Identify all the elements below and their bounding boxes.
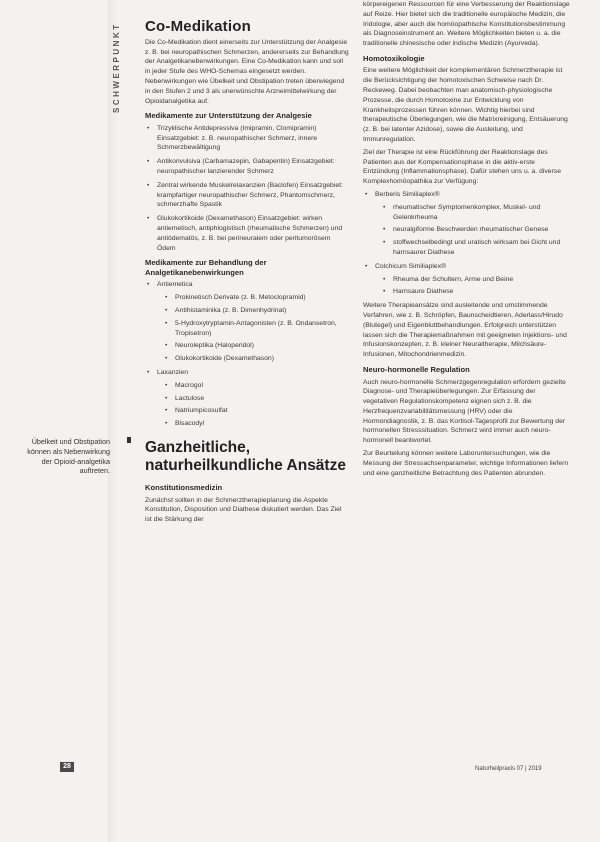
continued-paragraph: körpereigenen Ressourcen für eine Verbesserung der Reaktionslage auf Reize. Hier bietet sich die traditionelle europäische Medizin, die Iridologie, aber auch die homöopathische Konstitutionsbestimmung als Diagnoseinstrument an. Weitere Möglichkeiten bieten u. a. die traditionelle chinesische oder indische Medizin (Ayurveda). (363, 1, 570, 48)
paragraph: Auch neuro-hormonelle Schmerzgegenregulation erfordern gezielte Diagnose- und Therapieüberlegungen. Zur Erfassung der vegetativen Regulationskompetenz eignen sich z. B. die Herzfrequenzvariabilitätsmessung (HRV) oder die Hormondiagnostik, z. B. das Kortisol-Tagesprofil zur Bewertung der hormonellen Stresssituation. Schmerz wird immer auch neuro-hormonell beantwortet. (363, 378, 566, 445)
sideeffect-list (145, 280, 350, 429)
konstitution-paragraph: Zunächst sollten in der Schmerztherapieplanung die Aspekte Konstitution, Disposition und Diathese diskutiert werden. Das Ziel ist die Stärkung der (145, 496, 342, 524)
subheading-analgesie: Medikamente zur Unterstützung der Analgesie (145, 111, 312, 121)
sub-list-item: • Natriumpicosulfat (163, 406, 350, 416)
list-item (145, 368, 350, 429)
list-label: Berberis Similiaplex® (375, 191, 440, 199)
paragraph: Zur Beurteilung können weitere Laboruntersuchungen, wie die Messung der Stressachsenparameter, wichtige Informationen liefern und eine ganzheitliche Betrachtung des Patienten abrunden. (363, 450, 569, 477)
sub-list-item: • 5-Hydroxytryptamin-Antagonisten (z. B. Ondansetron, Tropisetron) (163, 319, 350, 339)
sub-list-item: • Macrogol (163, 381, 350, 391)
list-item (145, 280, 350, 364)
sub-list-item: • Harnsaure Diathese (381, 287, 571, 297)
sub-list-item: • Bisacodyl (163, 419, 350, 429)
subheading-neuro-hormonell: Neuro-hormonelle Regulation (363, 365, 470, 374)
sub-list-item: • neuralgiforme Beschwerden rheumatischer Genese (381, 225, 571, 235)
sub-list-item: • Glukokortikoide (Dexamethason) (163, 354, 350, 364)
list-item: • Antikonvulsiva (Carbamazepin, Gabapentin) Einsatzgebiet: neuropathischer lanzierender Schmerz (145, 157, 350, 177)
margin-note: Übelkeit und Obstipation können als Nebenwirkung der Opioid-analgetika auftreten. (27, 437, 110, 476)
list-label: Colchicum Similiaplex® (375, 262, 447, 270)
heading-ganzheitlich: Ganzheitliche, naturheilkundliche Ansätze (145, 439, 346, 474)
list-label: Laxanzien (157, 369, 188, 377)
list-item: • Glukokortikoide (Dexamethason) Einsatzgebiet: wirken antiemetisch, antiphlogistisch (rheumatische Schmerzen) und antiödematös, z. B. bei perineuralem oder peritumorösem Ödem (145, 214, 350, 253)
subheading-nebenwirkungen: Medikamente zur Behandlung der Analgetikanebenwirkungen (145, 258, 267, 277)
list-label: Antiemetica (157, 281, 193, 289)
sub-list-item: • stoffwechselbedingt und uratisch wirksam bei Gicht und harnsaurer Diathese (381, 238, 571, 258)
sub-list-item: • rheumatischer Symptomenkomplex, Muskel- und Gelenkrheuma (381, 203, 571, 223)
sub-list-item: • Rheuma der Schultern, Arme und Beine (381, 275, 571, 285)
sub-list-item: • Antihistaminika (z. B. Dimenhydrinat) (163, 306, 350, 316)
subheading-homotoxikologie: Homotoxikologie (363, 53, 425, 63)
list-item (363, 190, 571, 258)
paragraph: Ziel der Therapie ist eine Rückführung der Reaktionslage des Patienten aus der Kompensationsphase in die aktiv-erste Entzündung (Inflammationsphase). Dafür stehen uns u. a. diverse Komplexhomöopathika zur Verfügung: (363, 148, 561, 186)
column-left (145, 18, 350, 528)
paragraph: Weitere Therapieansätze sind ausleitende und umstimmende Verfahren, wie z. B. Schröpfen, Baunscheidtieren, Aderlass/Hirudo (Blutegel) und Eigenbluttbehandlungen. Erfolgreich unterstützen lassen sich die Therapiemaßnahmen mit geeigneten Injektions- und Infusionskonzepten, z. B. kleiner Neuraltherapie, Milchsäure-Infusionen, Mitochondrienmedizin. (363, 302, 567, 359)
intro-paragraph: Die Co-Medikation dient einerseits zur Unterstützung der Analgesie z. B. bei neuropathischen Schmerzen, andererseits zur Behandlung der Analgetikanebenwirkungen. Eine Co-Medikation kann und soll in jeder Stufe des WHO-Schemas eingesetzt werden. Nebenwirkungen wie Übelkeit und Obstipation treten überwiegend in den Stufen 2 und 3 als unerwünschte Arzneimittelwirkung der Opioidanalgetika auf. (145, 38, 349, 105)
heading-co-medikation: Co-Medikation (145, 18, 251, 35)
paragraph: Eine weitere Möglichkeit der komplementären Schmerztherapie ist die Berücksichtigung der homotoxischen Schweise nach Dr. Reckeweg. Dabei beobachten man anatomisch-physiologische Prozesse, die durch Homotoxine zur Entwicklung von Krankheitsprozessen führen können. Wichtig hierbei sind therapeutische Überlegungen, wie die Matrixreinigung, Entsäuerung (z. B. bei latenter Azidose), sowie die Ausleitung, und Immunregulation. (363, 67, 568, 144)
list-item: • Trizyklische Antidepressiva (Imipramin, Clomipramin) Einsatzgebiet: z. B. neuropathischer Schmerz, innere Schmerzbewältigung (145, 124, 350, 153)
subheading-konstitution: Konstitutionsmedizin (145, 483, 223, 492)
list-item (363, 262, 571, 297)
note-marker (127, 437, 131, 443)
page-number: 28 (60, 762, 74, 772)
section-label: SCHWERPUNKT (112, 22, 121, 113)
remedy-list (363, 190, 571, 297)
analgesia-list (145, 124, 350, 254)
footer-issue: Naturheilpraxis 07 | 2019 (475, 766, 542, 772)
list-item: • Zentral wirkende Muskelrelaxanzien (Baclofen) Einsatzgebiet: krampfartiger neuropathischer Schmerz, Phantomschmerz, schmerzhafte Spastik (145, 181, 350, 210)
sub-list-item: • Lactulose (163, 394, 350, 404)
sub-list-item: • Prokinetisch Derivate (z. B. Metoclopramid) (163, 293, 350, 303)
sub-list-item: • Neuroleptika (Haloperidol) (163, 341, 350, 351)
column-right (363, 0, 571, 481)
